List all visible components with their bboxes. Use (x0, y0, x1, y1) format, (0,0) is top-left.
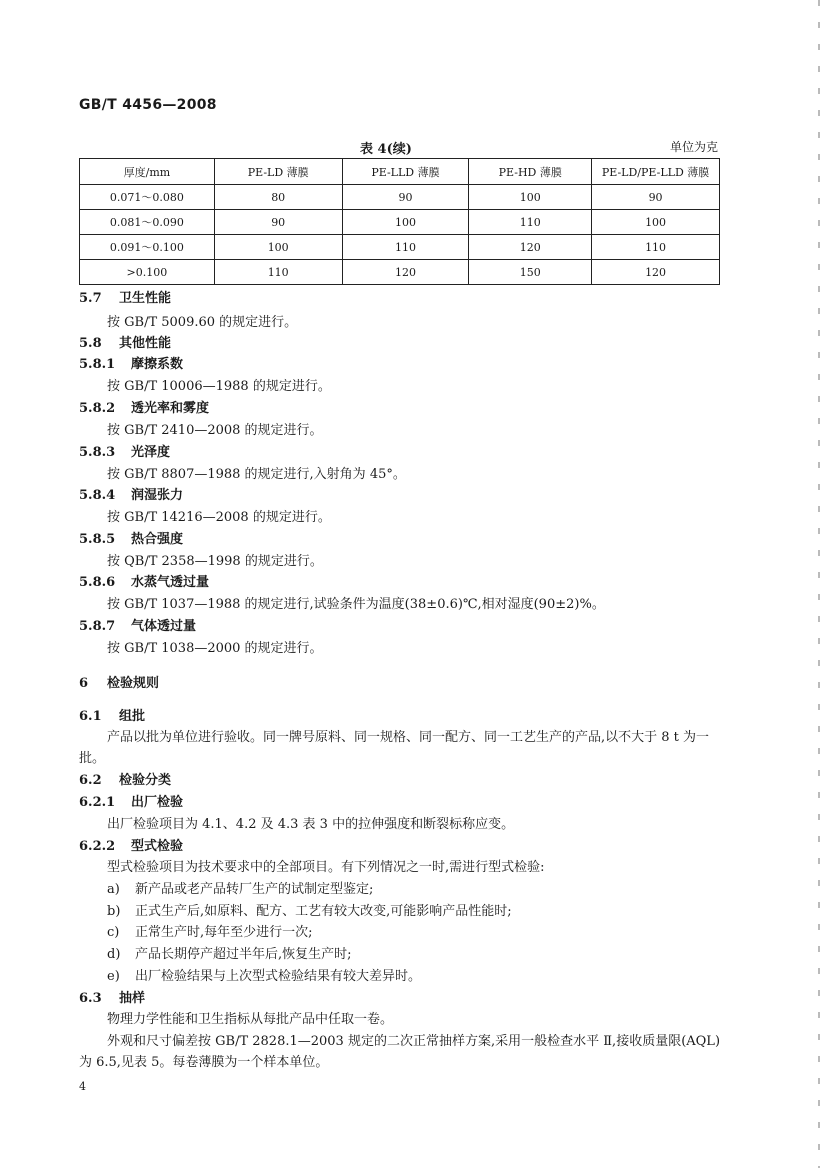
list-item: a) 新产品或老产品转厂生产的试制定型鉴定; (107, 882, 374, 897)
section-heading-6-2: 6.2 检验分类 (79, 773, 172, 788)
section-text-5-8-3: 按 GB/T 8807—1988 的规定进行,入射角为 45°。 (107, 467, 406, 482)
list-item: c) 正常生产时,每年至少进行一次; (107, 925, 313, 940)
chapter-heading-6: 6 检验规则 (79, 676, 160, 691)
section-heading-5-8-1: 5.8.1 摩擦系数 (79, 357, 184, 372)
table-cell: 80 (214, 185, 342, 210)
list-item: e) 出厂检验结果与上次型式检验结果有较大差异时。 (107, 969, 422, 984)
table-cell: >0.100 (80, 260, 215, 285)
section-text-5-8-2: 按 GB/T 2410—2008 的规定进行。 (107, 423, 323, 438)
column-header: PE-LLD 薄膜 (342, 159, 469, 185)
section-text-5-8-6: 按 GB/T 1037—1988 的规定进行,试验条件为温度(38±0.6)℃,相对湿度(90±2)%。 (107, 597, 605, 612)
column-header: PE-HD 薄膜 (469, 159, 592, 185)
section-text-5-8-5: 按 QB/T 2358—1998 的规定进行。 (107, 554, 323, 569)
section-heading-5-7: 5.7 卫生性能 (79, 291, 172, 306)
list-item: b) 正式生产后,如原料、配方、工艺有较大改变,可能影响产品性能时; (107, 904, 512, 919)
section-text-6-3-b: 外观和尺寸偏差按 GB/T 2828.1—2003 规定的二次正常抽样方案,采用一般检查水平 Ⅱ,接收质量限(AQL)为 6.5,见表 5。每卷薄膜为一个样本单位。 (79, 1034, 721, 1070)
table-caption: 表 4(续) (360, 142, 412, 157)
table-unit: 单位为克 (669, 140, 718, 154)
list-item: d) 产品长期停产超过半年后,恢复生产时; (107, 947, 352, 962)
table-cell: 0.091～0.100 (80, 235, 215, 260)
section-heading-5-8-7: 5.8.7 气体透过量 (79, 619, 197, 634)
table-cell: 0.071～0.080 (80, 185, 215, 210)
table-row (80, 260, 720, 285)
section-heading-5-8-5: 5.8.5 热合强度 (79, 532, 184, 547)
data-table (79, 158, 720, 285)
section-text-5-8-7: 按 GB/T 1038—2000 的规定进行。 (107, 641, 323, 656)
table-cell: 110 (469, 210, 592, 235)
section-text-6-1: 产品以批为单位进行验收。同一牌号原料、同一规格、同一配方、同一工艺生产的产品,以不大于 8 t 为一批。 (79, 730, 710, 766)
section-heading-5-8-3: 5.8.3 光泽度 (79, 445, 171, 460)
column-header: PE-LD 薄膜 (214, 159, 342, 185)
section-heading-6-1: 6.1 组批 (79, 709, 146, 724)
section-heading-6-3: 6.3 抽样 (79, 991, 146, 1006)
section-heading-5-8-2: 5.8.2 透光率和雾度 (79, 401, 210, 416)
table-cell: 100 (592, 210, 720, 235)
table-cell: 90 (214, 210, 342, 235)
table-cell: 90 (592, 185, 720, 210)
section-heading-5-8-4: 5.8.4 润湿张力 (79, 488, 184, 503)
section-heading-5-8-6: 5.8.6 水蒸气透过量 (79, 575, 210, 590)
section-text-5-8-4: 按 GB/T 14216—2008 的规定进行。 (107, 510, 331, 525)
table-cell: 120 (469, 235, 592, 260)
section-text-6-2-2: 型式检验项目为技术要求中的全部项目。有下列情况之一时,需进行型式检验: (107, 860, 545, 875)
table-cell: 110 (592, 235, 720, 260)
table-cell: 110 (342, 235, 469, 260)
table-row (80, 185, 720, 210)
table-cell: 0.081～0.090 (80, 210, 215, 235)
table-cell: 110 (214, 260, 342, 285)
section-heading-6-2-1: 6.2.1 出厂检验 (79, 795, 184, 810)
section-text-6-3-a: 物理力学性能和卫生指标从每批产品中任取一卷。 (107, 1012, 394, 1027)
section-text-6-2-1: 出厂检验项目为 4.1、4.2 及 4.3 表 3 中的拉伸强度和断裂标称应变。 (107, 817, 515, 832)
table-cell: 120 (342, 260, 469, 285)
section-text-5-7: 按 GB/T 5009.60 的规定进行。 (107, 315, 298, 330)
table-cell: 100 (342, 210, 469, 235)
table-cell: 100 (469, 185, 592, 210)
table-row (80, 210, 720, 235)
table-header-row (80, 159, 720, 185)
section-text-5-8-1: 按 GB/T 10006—1988 的规定进行。 (107, 379, 331, 394)
table-cell: 100 (214, 235, 342, 260)
column-header: PE-LD/PE-LLD 薄膜 (592, 159, 720, 185)
table-cell: 150 (469, 260, 592, 285)
scan-edge-marks (818, 0, 820, 1168)
section-heading-6-2-2: 6.2.2 型式检验 (79, 839, 184, 854)
column-header: 厚度/mm (80, 159, 215, 185)
table-row (80, 235, 720, 260)
page-number: 4 (79, 1080, 86, 1093)
standard-code: GB/T 4456—2008 (79, 97, 217, 113)
section-heading-5-8: 5.8 其他性能 (79, 336, 172, 351)
table-cell: 120 (592, 260, 720, 285)
table-cell: 90 (342, 185, 469, 210)
